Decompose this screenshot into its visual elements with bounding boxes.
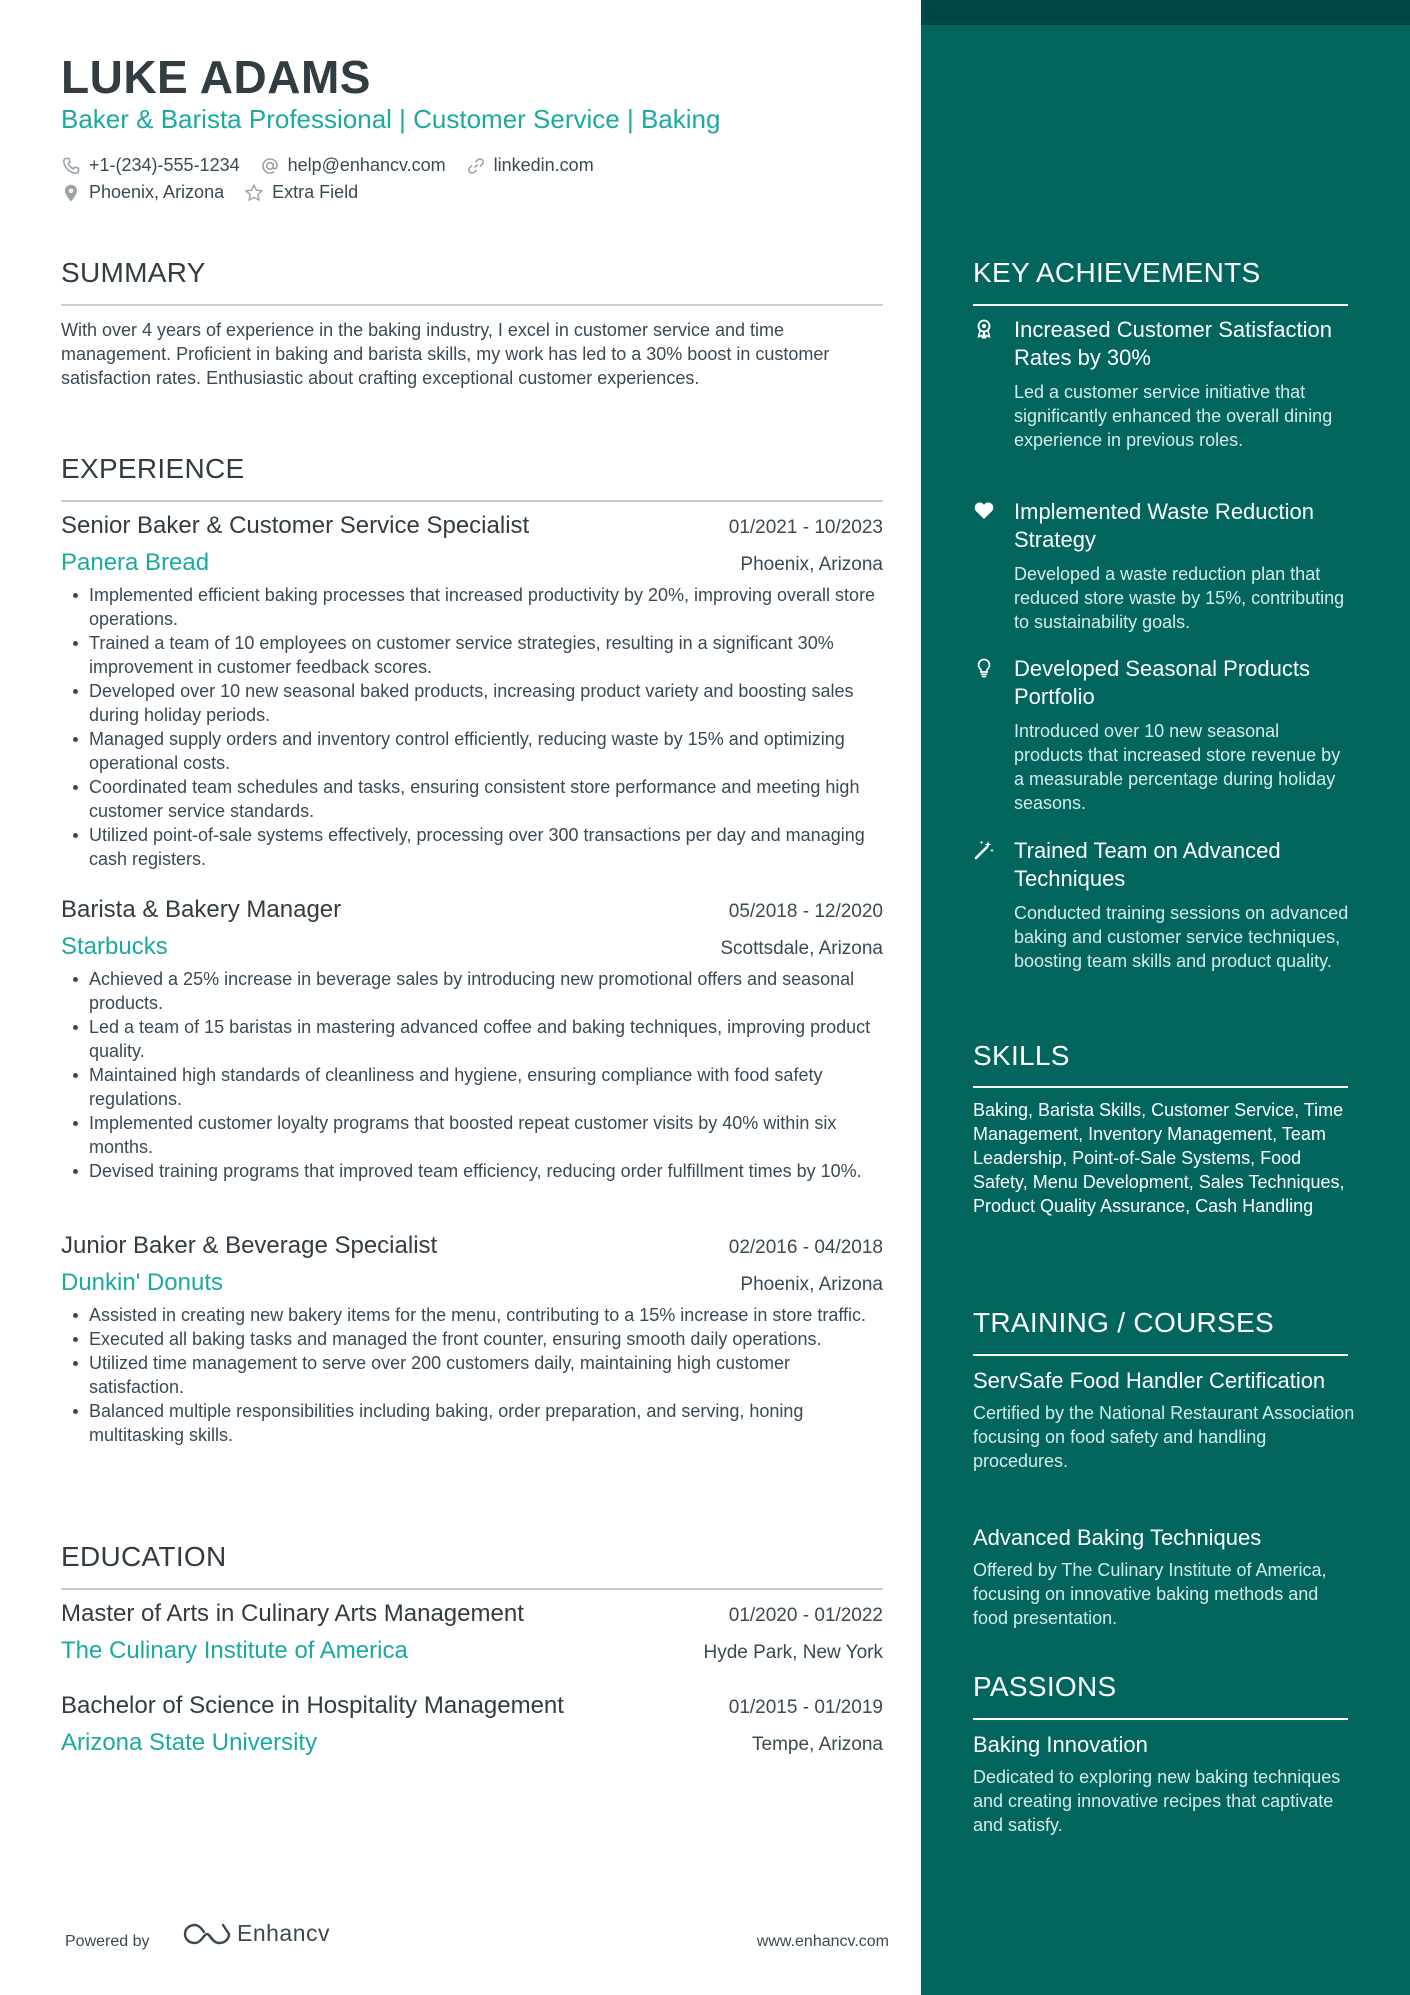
enhancv-brand-text: Enhancv xyxy=(237,1920,331,1946)
list-item: Utilized point-of-sale systems effectively, processing over 300 transactions per day and managing cash registers. xyxy=(61,823,883,871)
achievement-title: Trained Team on Advanced Techniques xyxy=(1014,838,1281,891)
summary-text: With over 4 years of experience in the baking industry, I excel in customer service and time management. Proficient in baking and barista skills, my work has led to a 30% boost in customer satisfaction rates. Enthusiastic about crafting exceptional customer experiences. xyxy=(61,320,830,388)
passion-item xyxy=(973,1730,1358,1837)
achievement-description: Led a customer service initiative that significantly enhanced the overall dining experience in previous roles. xyxy=(1014,382,1333,450)
job-company: Dunkin' Donuts xyxy=(61,1269,223,1296)
education-heading: EDUCATION xyxy=(61,1541,227,1572)
education-divider xyxy=(61,1588,883,1590)
achievement-title: Developed Seasonal Products Portfolio xyxy=(1014,656,1310,709)
job-dates: 05/2018 - 12/2020 xyxy=(728,901,883,922)
achievements-heading: KEY ACHIEVEMENTS xyxy=(973,257,1261,288)
course-title: Advanced Baking Techniques xyxy=(973,1525,1262,1550)
list-item: Balanced multiple responsibilities including baking, order preparation, and serving, honing multitasking skills. xyxy=(61,1399,883,1447)
job-company: Panera Bread xyxy=(61,549,210,576)
passions-heading: PASSIONS xyxy=(973,1671,1117,1702)
education-entry xyxy=(61,1600,883,1665)
contact-extra xyxy=(244,182,358,203)
lightbulb-icon xyxy=(973,657,995,679)
experience-heading: EXPERIENCE xyxy=(61,453,245,484)
job-location: Phoenix, Arizona xyxy=(740,1274,883,1295)
location-pin-icon xyxy=(61,183,81,203)
link-icon xyxy=(466,156,486,176)
candidate-name: LUKE ADAMS xyxy=(61,51,371,103)
list-item: Maintained high standards of cleanliness and hygiene, ensuring compliance with food safety regulations. xyxy=(61,1063,883,1111)
list-item: Trained a team of 10 employees on customer service strategies, resulting in a significant 30% improvement in customer feedback scores. xyxy=(61,631,883,679)
sidebar-top-band xyxy=(921,0,1410,25)
course-item xyxy=(973,1366,1358,1473)
summary-heading: SUMMARY xyxy=(61,257,206,288)
job-role: Junior Baker & Beverage Specialist xyxy=(61,1232,438,1259)
job-entry xyxy=(61,896,883,1183)
email-text: help@enhancv.com xyxy=(287,155,446,175)
candidate-title: Baker & Barista Professional | Customer Service | Baking xyxy=(61,104,721,134)
phone-icon xyxy=(61,156,81,176)
extra-text: Extra Field xyxy=(272,182,359,202)
achievement-description: Conducted training sessions on advanced baking and customer service techniques, boosting team skills and product quality. xyxy=(1014,903,1349,971)
achievement-description: Developed a waste reduction plan that reduced store waste by 15%, contributing to sustainability goals. xyxy=(1014,564,1345,632)
phone-text: +1-(234)-555-1234 xyxy=(89,155,240,175)
degree-name: Master of Arts in Culinary Arts Management xyxy=(61,1600,524,1627)
job-dates: 02/2016 - 04/2018 xyxy=(728,1237,883,1258)
list-item: Assisted in creating new bakery items for the menu, contributing to a 15% increase in store traffic. xyxy=(61,1303,883,1327)
enhancv-logo-icon xyxy=(183,1921,231,1947)
job-entry xyxy=(61,1232,883,1447)
course-title: ServSafe Food Handler Certification xyxy=(973,1368,1326,1393)
at-icon xyxy=(260,156,280,176)
powered-by-label: Powered by xyxy=(65,1933,150,1950)
contact-info xyxy=(61,152,881,206)
list-item: Utilized time management to serve over 200 customers daily, maintaining high customer satisfaction. xyxy=(61,1351,883,1399)
contact-email[interactable] xyxy=(260,155,446,176)
job-location: Phoenix, Arizona xyxy=(740,554,883,575)
enhancv-logo[interactable] xyxy=(183,1920,330,1947)
passions-divider xyxy=(973,1718,1348,1720)
summary-divider xyxy=(61,304,883,306)
job-role: Barista & Bakery Manager xyxy=(61,896,342,923)
skills-divider xyxy=(973,1086,1348,1088)
school-name: Arizona State University xyxy=(61,1729,318,1756)
training-heading: TRAINING / COURSES xyxy=(973,1307,1274,1338)
experience-divider xyxy=(61,500,883,502)
list-item: Achieved a 25% increase in beverage sales by introducing new promotional offers and seasonal products. xyxy=(61,967,883,1015)
job-entry xyxy=(61,512,883,871)
passion-description: Dedicated to exploring new baking techniques and creating innovative recipes that captivate and satisfy. xyxy=(973,1767,1341,1835)
course-item xyxy=(973,1523,1358,1630)
list-item: Coordinated team schedules and tasks, ensuring consistent store performance and meeting high customer service standards. xyxy=(61,775,883,823)
school-location: Hyde Park, New York xyxy=(703,1642,883,1663)
passion-title: Baking Innovation xyxy=(973,1732,1148,1757)
contact-linkedin[interactable] xyxy=(466,155,594,176)
heart-icon xyxy=(973,500,995,522)
linkedin-text: linkedin.com xyxy=(493,155,594,175)
training-divider xyxy=(973,1354,1348,1356)
job-role: Senior Baker & Customer Service Specialist xyxy=(61,512,530,539)
list-item: Managed supply orders and inventory control efficiently, reducing waste by 15% and optimizing operational costs. xyxy=(61,727,883,775)
website-link[interactable]: www.enhancv.com xyxy=(756,1933,889,1950)
education-dates: 01/2020 - 01/2022 xyxy=(728,1605,883,1626)
school-name: The Culinary Institute of America xyxy=(61,1637,408,1664)
list-item: Developed over 10 new seasonal baked products, increasing product variety and boosting sales during holiday periods. xyxy=(61,679,883,727)
school-location: Tempe, Arizona xyxy=(752,1734,883,1755)
achievement-description: Introduced over 10 new seasonal products that increased store revenue by a measurable percentage during holiday seasons. xyxy=(1014,721,1341,813)
course-description: Offered by The Culinary Institute of America, focusing on innovative baking methods and food presentation. xyxy=(973,1560,1327,1628)
achievement-item xyxy=(973,316,1353,452)
job-bullets xyxy=(61,967,883,1183)
award-icon xyxy=(973,318,995,340)
list-item: Devised training programs that improved team efficiency, reducing order fulfillment times by 10%. xyxy=(61,1159,883,1183)
job-bullets xyxy=(61,583,883,871)
achievement-item xyxy=(973,837,1353,973)
contact-location xyxy=(61,182,224,203)
education-dates: 01/2015 - 01/2019 xyxy=(728,1697,883,1718)
achievement-item xyxy=(973,498,1353,634)
achievement-item xyxy=(973,655,1353,815)
skills-list: Baking, Barista Skills, Customer Service, Time Management, Inventory Management, Team Leadership, Point-of-Sale Systems, Food Safety, Menu Development, Sales Techniques, Product Quality Assurance, Cash Handling xyxy=(973,1100,1345,1216)
job-company: Starbucks xyxy=(61,933,168,960)
contact-phone[interactable] xyxy=(61,155,240,176)
skills-heading: SKILLS xyxy=(973,1040,1070,1071)
list-item: Led a team of 15 baristas in mastering advanced coffee and baking techniques, improving product quality. xyxy=(61,1015,883,1063)
job-bullets xyxy=(61,1303,883,1447)
list-item: Executed all baking tasks and managed the front counter, ensuring smooth daily operations. xyxy=(61,1327,883,1351)
star-icon xyxy=(244,183,264,203)
list-item: Implemented efficient baking processes that increased productivity by 20%, improving overall store operations. xyxy=(61,583,883,631)
sidebar xyxy=(921,0,1410,1995)
job-location: Scottsdale, Arizona xyxy=(720,938,883,959)
course-description: Certified by the National Restaurant Association focusing on food safety and handling procedures. xyxy=(973,1403,1355,1471)
magic-wand-icon xyxy=(973,839,995,861)
degree-name: Bachelor of Science in Hospitality Management xyxy=(61,1692,564,1719)
list-item: Implemented customer loyalty programs that boosted repeat customer visits by 40% within six months. xyxy=(61,1111,883,1159)
achievement-title: Increased Customer Satisfaction Rates by 30% xyxy=(1014,317,1332,370)
job-dates: 01/2021 - 10/2023 xyxy=(728,517,883,538)
achievements-divider xyxy=(973,304,1348,306)
location-text: Phoenix, Arizona xyxy=(89,182,225,202)
achievement-title: Implemented Waste Reduction Strategy xyxy=(1014,499,1314,552)
education-entry xyxy=(61,1692,883,1757)
